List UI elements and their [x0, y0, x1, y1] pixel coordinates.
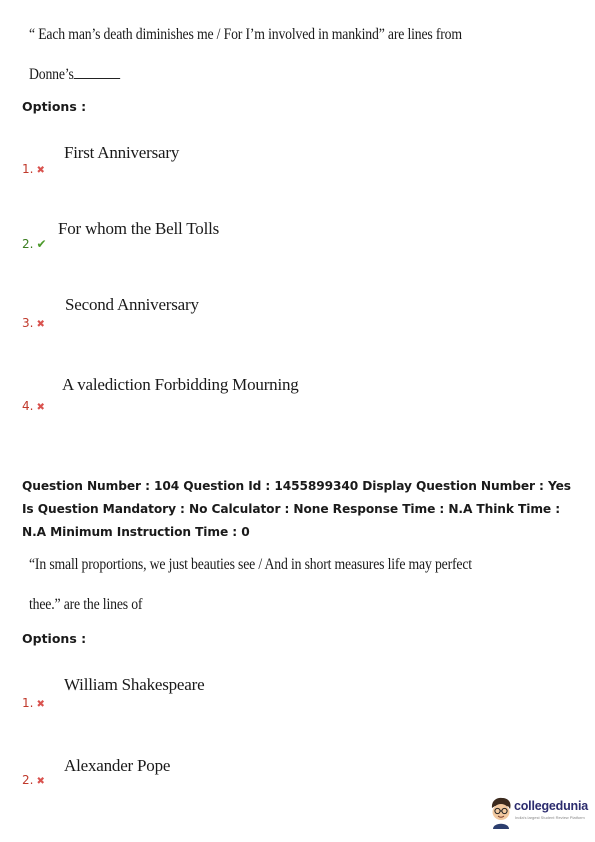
q2-options-label: Options :	[22, 631, 87, 646]
q2-option-2-text: Alexander Pope	[64, 756, 171, 775]
q2-option-2-num: 2.	[22, 773, 34, 787]
collegedunia-logo	[488, 796, 590, 832]
answer-blank	[74, 66, 120, 79]
q1-option-2-num: 2.	[22, 237, 34, 251]
q1-option-3-text: Second Anniversary	[65, 295, 199, 314]
q1-text-line1: “ Each man’s death diminishes me / For I’m involved in mankind” are lines from	[29, 26, 462, 43]
q1-option-2-text: For whom the Bell Tolls	[58, 219, 220, 238]
q1-option-4-number	[22, 399, 45, 413]
q2-text-line2: thee.” are the lines of	[29, 596, 143, 613]
logo-tagline: India's largest Student Review Platform	[515, 815, 585, 820]
q1-option-1-text: First Anniversary	[64, 143, 180, 162]
cross-icon: ✖	[36, 776, 45, 787]
logo-name: collegedunia	[514, 799, 589, 813]
q2-option-1-number	[22, 696, 45, 710]
q1-option-3-number	[22, 316, 45, 330]
checkmark-icon: ✔	[36, 237, 47, 251]
cross-icon: ✖	[36, 402, 45, 413]
cross-icon: ✖	[36, 165, 45, 176]
cross-icon: ✖	[36, 319, 45, 330]
q1-option-1-number	[22, 162, 45, 176]
q1-options-label: Options :	[22, 99, 87, 114]
q2-meta: Question Number : 104 Question Id : 1455899340 Display Question Number : Yes Is Question Mandatory : No Calculator : None Response Time : N.A Think Time : N.A Minimum Instruction Time : 0	[22, 479, 571, 539]
q1-text-line2-label: Donne’s	[29, 66, 74, 83]
q1-option-3-num: 3.	[22, 316, 34, 330]
q2-option-1-text: William Shakespeare	[64, 675, 205, 694]
q1-option-2-number	[22, 237, 47, 251]
q2-text-line1: “In small proportions, we just beauties see / And in short measures life may perfect	[29, 556, 472, 573]
q1-text-line2	[29, 66, 120, 84]
student-mascot-icon	[488, 796, 514, 830]
q1-option-4-num: 4.	[22, 399, 34, 413]
q1-option-4-text: A valediction Forbidding Mourning	[62, 375, 299, 394]
cross-icon: ✖	[36, 699, 45, 710]
q2-option-2-number	[22, 773, 45, 787]
q1-option-1-num: 1.	[22, 162, 34, 176]
q2-option-1-num: 1.	[22, 696, 34, 710]
